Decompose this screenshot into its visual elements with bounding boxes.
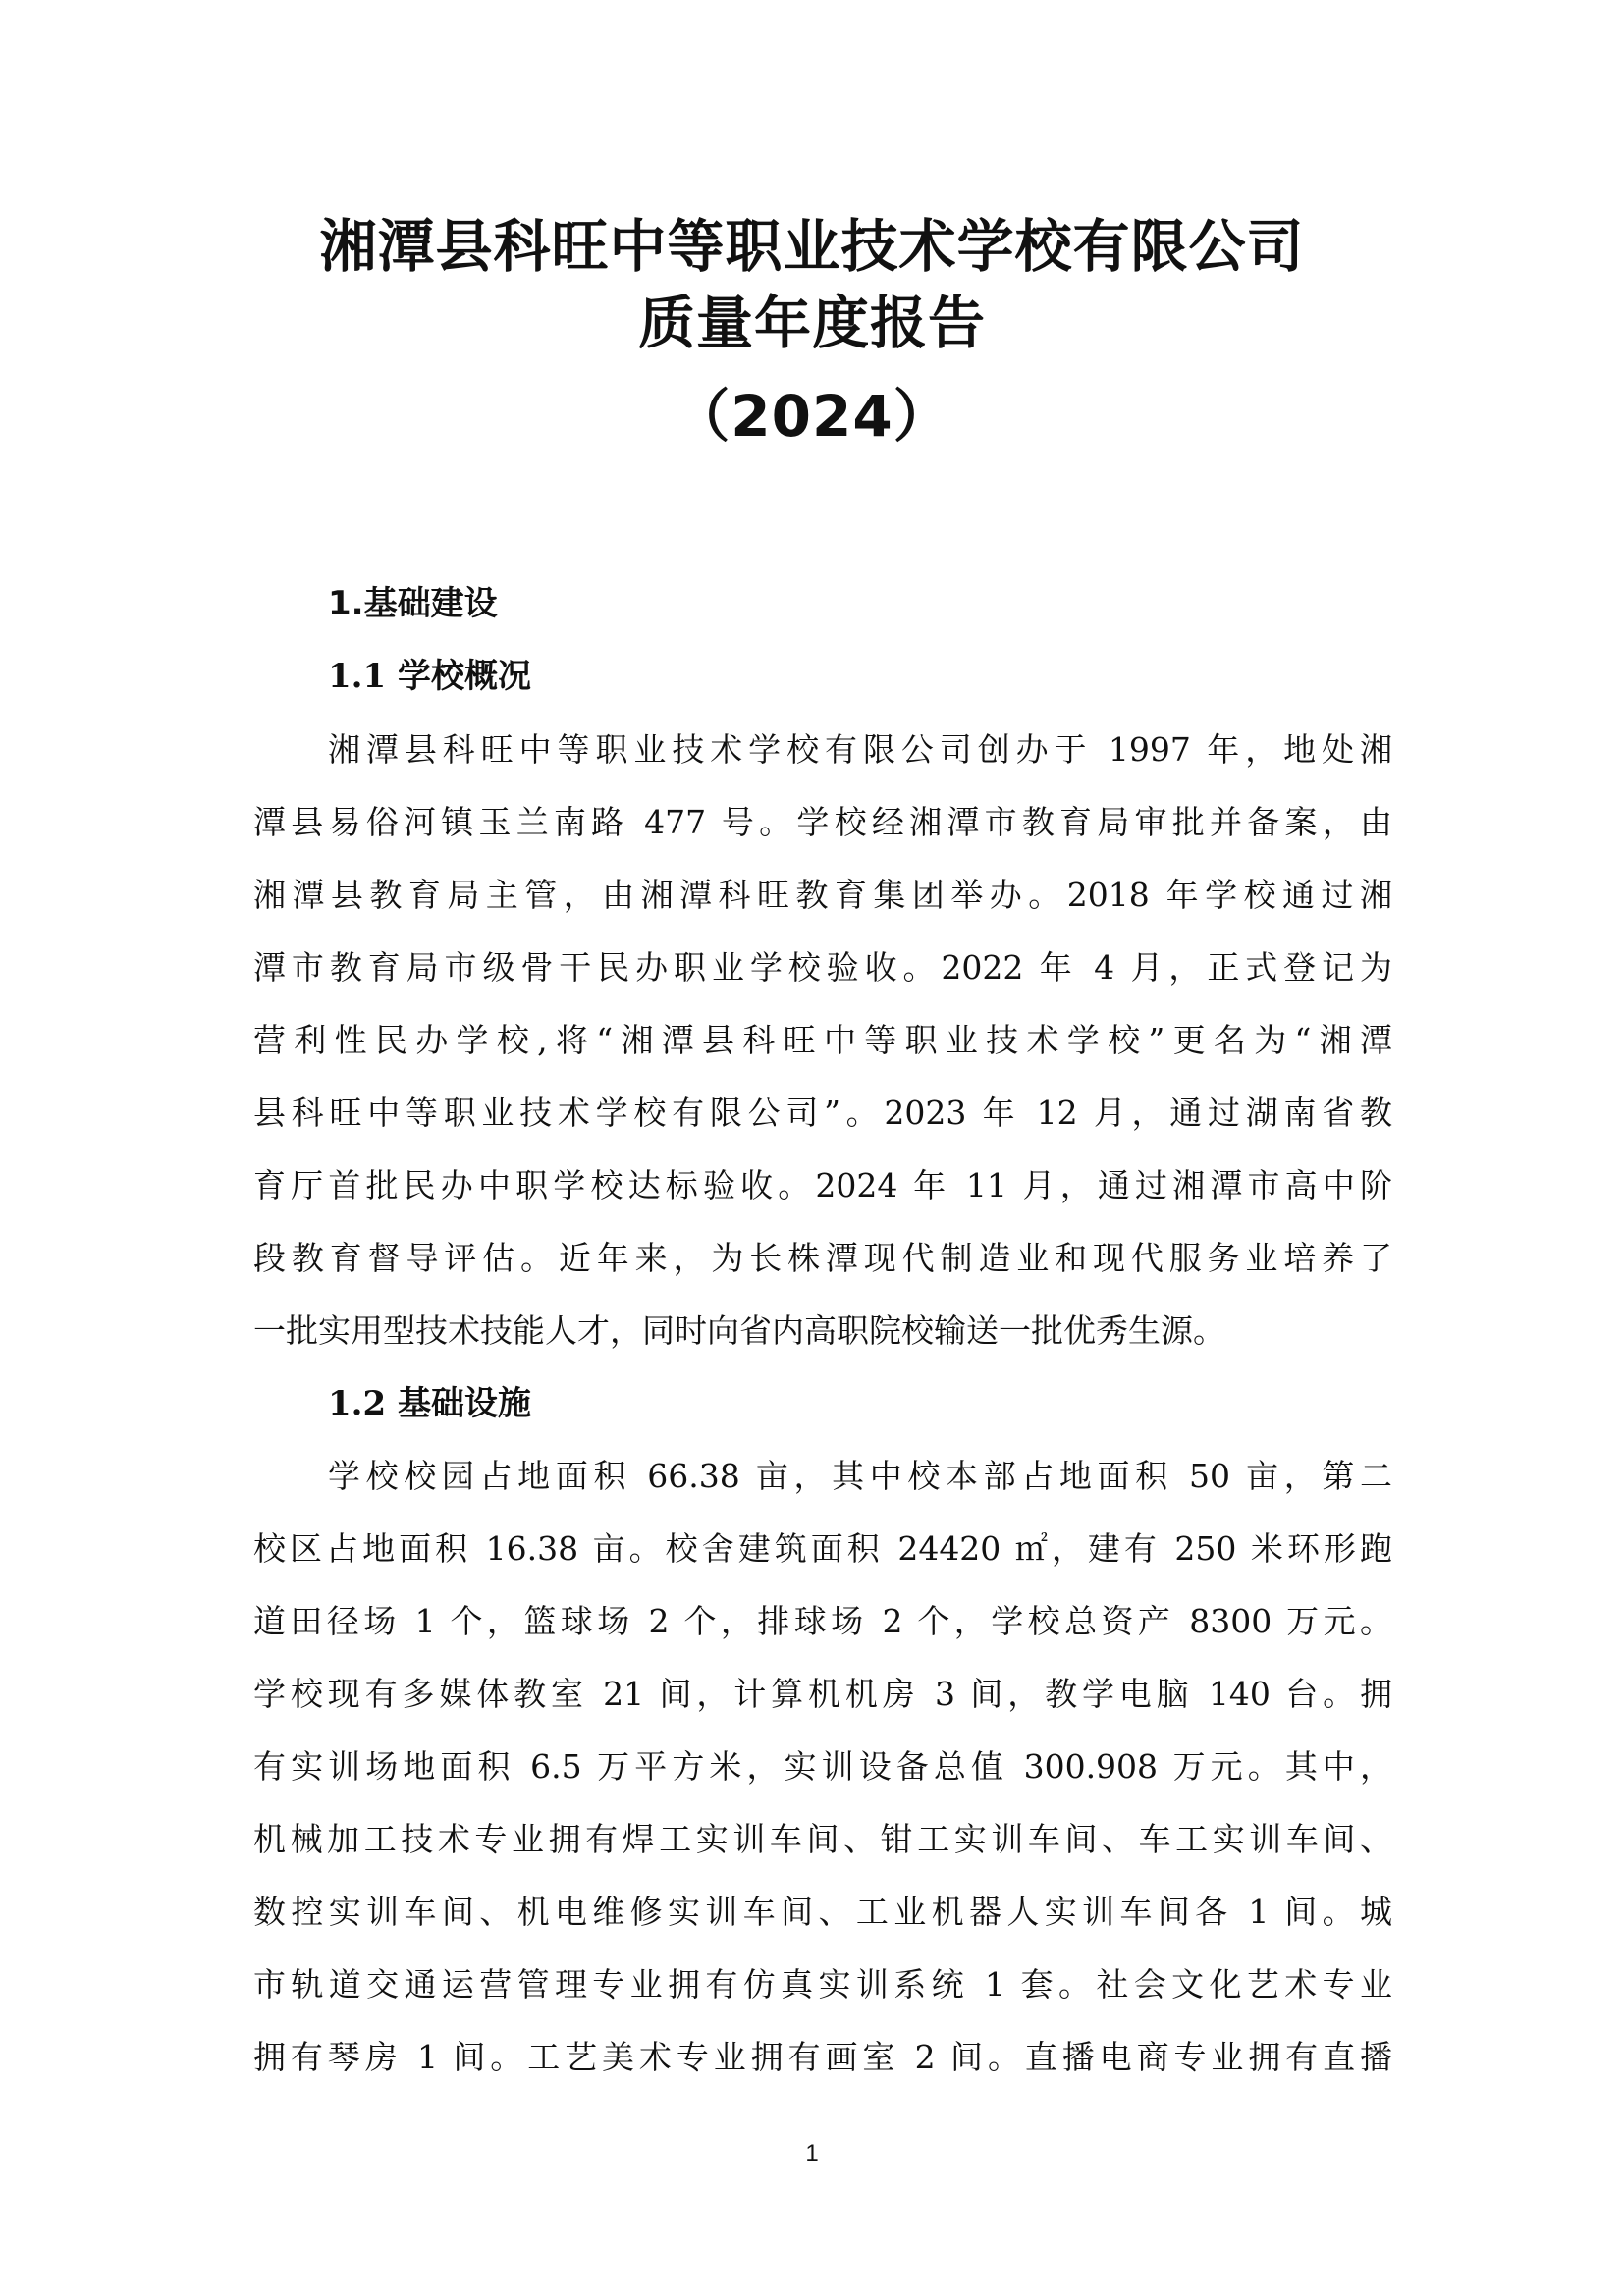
text-line: 有实训场地面积 6.5 万平方米，实训设备总值 300.908 万元。其中， [253,1747,1392,1786]
text-line: 拥有琴房 1 间。工艺美术专业拥有画室 2 间。直播电商专业拥有直播 [253,2038,1392,2076]
text-line: 潭县易俗河镇玉兰南路 477 号。学校经湘潭市教育局审批并备案，由 [253,803,1392,841]
text-line: 潭市教育局市级骨干民办职业学校验收。2022 年 4 月，正式登记为 [253,948,1392,987]
text-line: 数控实训车间、机电维修实训车间、工业机器人实训车间各 1 间。城 [253,1893,1392,1931]
section-heading-1-2: 1.2 基础设施 [328,1384,531,1423]
title-line-3: （2024） [673,383,951,450]
text-line: 段教育督导评估。近年来，为长株潭现代制造业和现代服务业培养了 [253,1239,1392,1277]
text-line: 营利性民办学校,将“湘潭县科旺中等职业技术学校”更名为“湘潭 [253,1021,1392,1059]
text-line: 学校校园占地面积 66.38 亩，其中校本部占地面积 50 亩，第二 [328,1457,1392,1495]
text-line: 市轨道交通运营管理专业拥有仿真实训系统 1 套。社会文化艺术专业 [253,1965,1392,2003]
text-line: 一批实用型技术技能人才，同时向省内高职院校输送一批优秀生源。 [253,1311,1225,1350]
title-line-1: 湘潭县科旺中等职业技术学校有限公司 [319,213,1305,280]
title-line-2: 质量年度报告 [637,290,986,356]
text-line: 湘潭县科旺中等职业技术学校有限公司创办于 1997 年，地处湘 [328,730,1392,769]
text-line: 学校现有多媒体教室 21 间，计算机机房 3 间，教学电脑 140 台。拥 [253,1675,1392,1713]
text-line: 县科旺中等职业技术学校有限公司”。2023 年 12 月，通过湖南省教 [253,1094,1392,1132]
section-heading-1-1: 1.1 学校概况 [328,657,531,696]
text-line: 校区占地面积 16.38 亩。校舍建筑面积 24420 ㎡，建有 250 米环形跑 [253,1529,1392,1568]
text-line: 机械加工技术专业拥有焊工实训车间、钳工实训车间、车工实训车间、 [253,1820,1392,1858]
text-line: 育厅首批民办中职学校达标验收。2024 年 11 月，通过湘潭市高中阶 [253,1166,1392,1204]
text-line: 湘潭县教育局主管，由湘潭科旺教育集团举办。2018 年学校通过湘 [253,876,1392,914]
section-heading-1: 1.基础建设 [328,584,498,623]
text-line: 道田径场 1 个，篮球场 2 个，排球场 2 个，学校总资产 8300 万元。 [253,1602,1392,1640]
page-number: 1 [805,2140,819,2166]
